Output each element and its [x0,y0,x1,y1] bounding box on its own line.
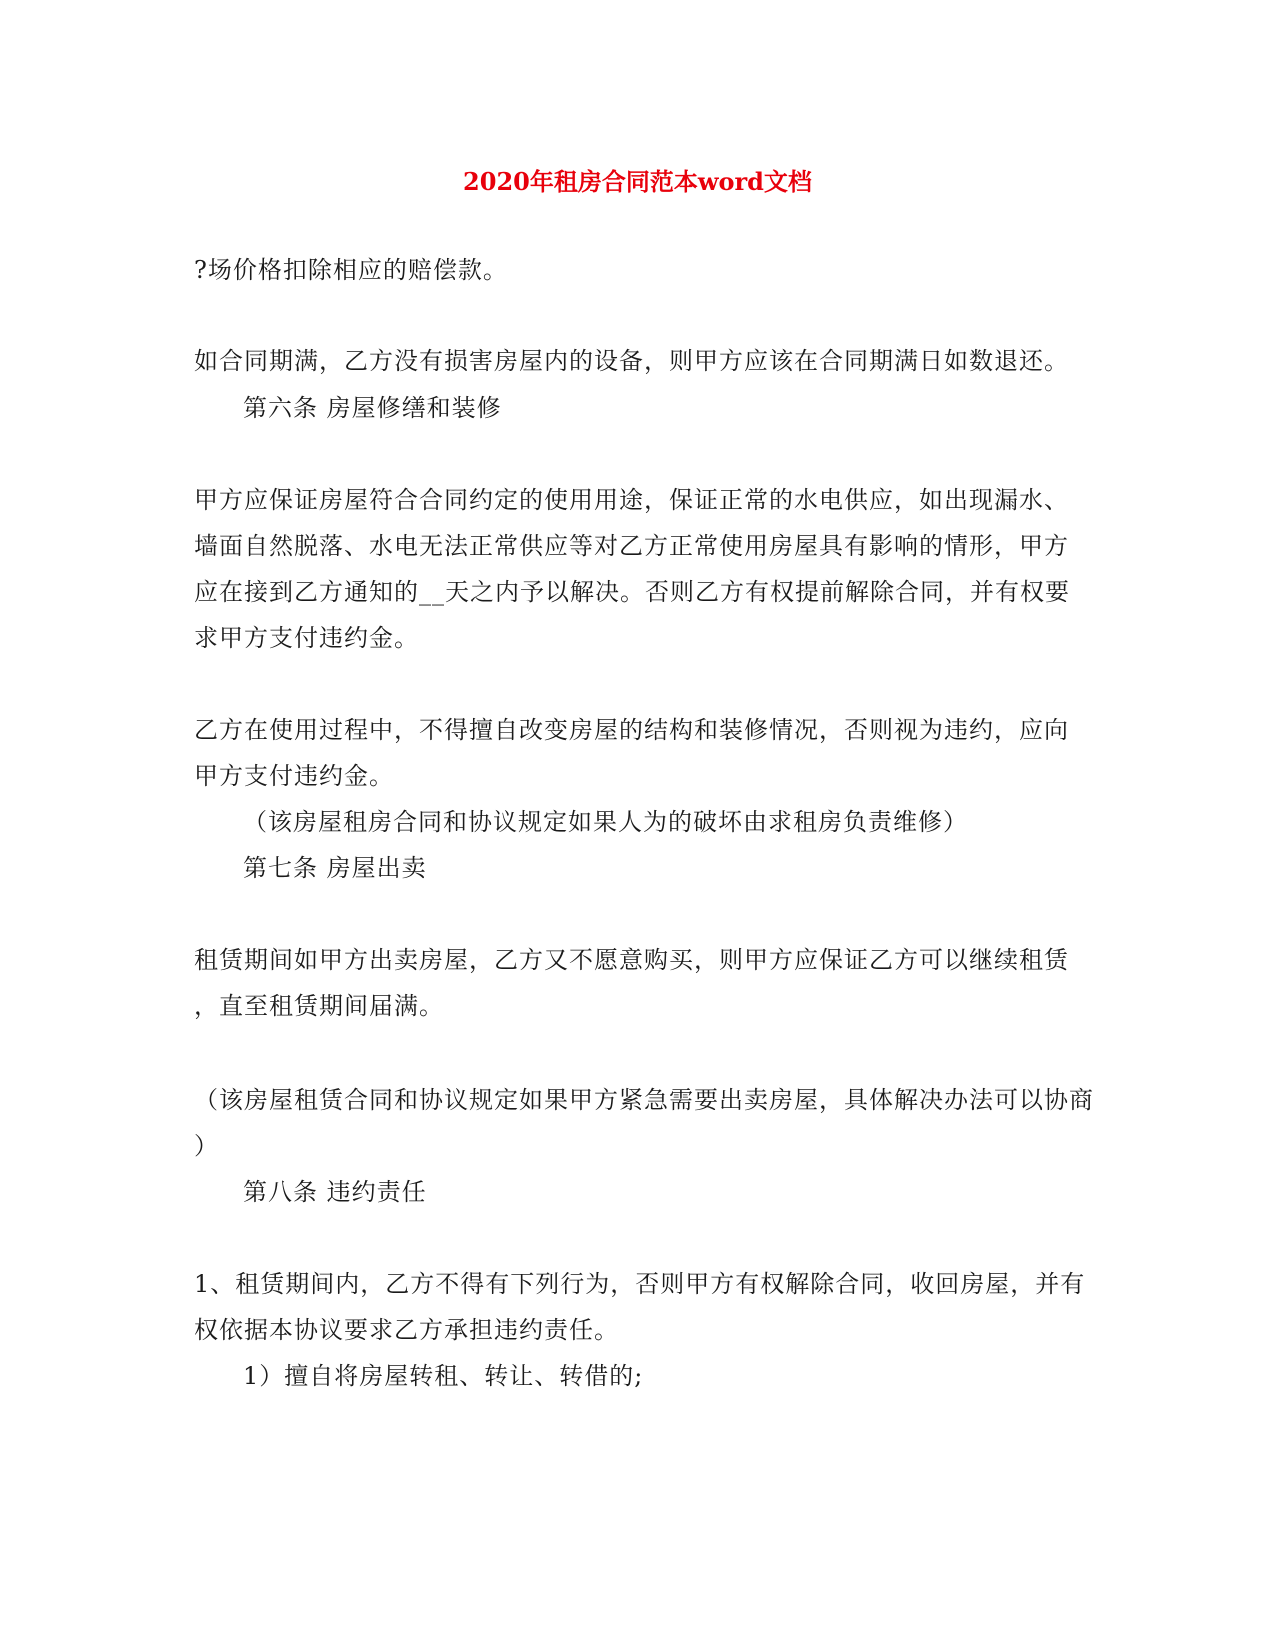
text-line: 权依据本协议要求乙方承担违约责任。 [194,1316,619,1344]
text-line: 甲方应保证房屋符合合同约定的使用用途，保证正常的水电供应，如出现漏水、 [194,486,1069,514]
text-line: 租赁期间如甲方出卖房屋，乙方又不愿意购买，则甲方应保证乙方可以继续租赁 [194,946,1069,974]
section-heading: 第六条 房屋修缮和装修 [243,394,502,422]
text-line: 1、租赁期间内，乙方不得有下列行为，否则甲方有权解除合同，收回房屋，并有 [194,1270,1086,1298]
text-line: 如合同期满，乙方没有损害房屋内的设备，则甲方应该在合同期满日如数退还。 [194,347,1069,375]
text-line: ，直至租赁期间届满。 [194,992,444,1020]
text-line: ?场价格扣除相应的赔偿款。 [194,256,508,284]
section-heading: 第八条 违约责任 [243,1178,427,1206]
list-item: 1）擅自将房屋转租、转让、转借的; [243,1362,644,1390]
text-line: （该房屋租房合同和协议规定如果人为的破坏由求租房负责维修） [243,808,968,836]
section-heading: 第七条 房屋出卖 [243,854,427,882]
text-line: 墙面自然脱落、水电无法正常供应等对乙方正常使用房屋具有影响的情形，甲方 [194,532,1069,560]
text-line: 求甲方支付违约金。 [194,624,419,652]
text-line: 应在接到乙方通知的__天之内予以解决。否则乙方有权提前解除合同，并有权要 [194,578,1070,606]
text-line: （该房屋租赁合同和协议规定如果甲方紧急需要出卖房屋，具体解决办法可以协商 [194,1086,1094,1114]
document-title: 2020年租房合同范本word文档 [463,167,812,196]
text-line: ） [194,1132,219,1160]
text-line: 乙方在使用过程中，不得擅自改变房屋的结构和装修情况，否则视为违约，应向 [194,716,1069,744]
text-line: 甲方支付违约金。 [194,762,394,790]
